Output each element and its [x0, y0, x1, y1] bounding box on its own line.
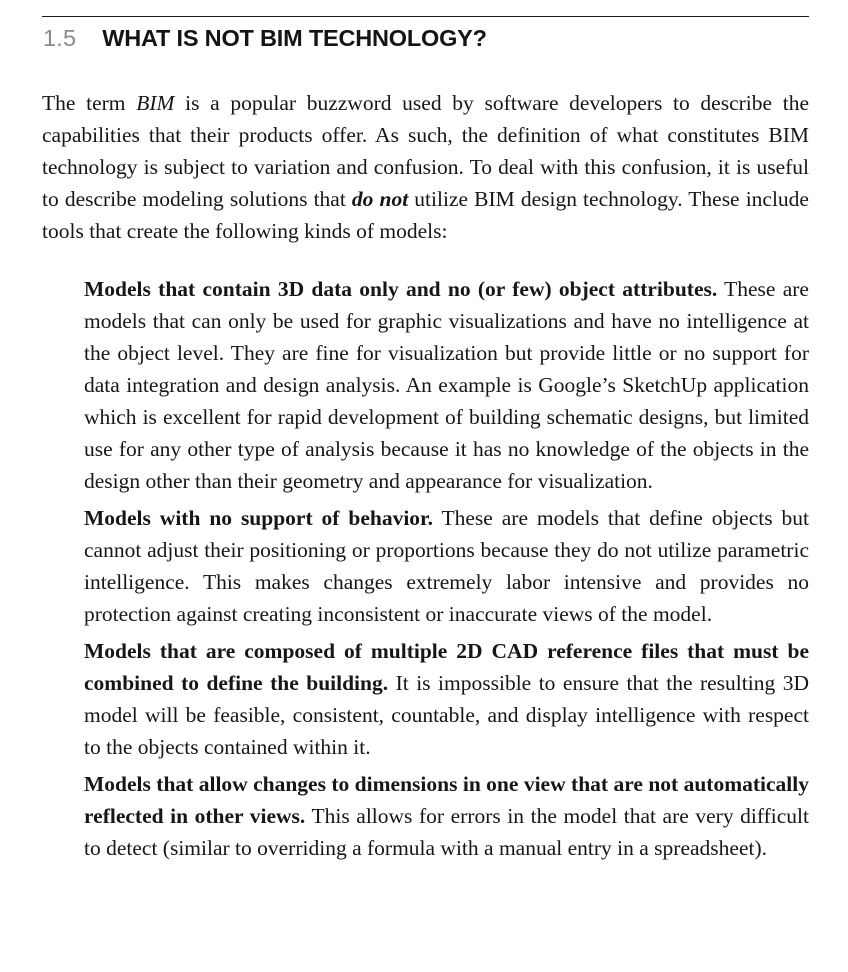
section-heading	[43, 21, 487, 55]
intro-text-3: utilize BIM design technology. These include tools that create the following kinds of models:	[42, 187, 809, 243]
item-lead: Models that allow changes to dimensions in one view that are not automatically reflected in other views.	[84, 772, 809, 828]
section-number: 1.5	[43, 25, 77, 51]
item-body: This allows for errors in the model that are very difficult to detect (similar to overriding a formula with a manual entry in a spreadsheet).	[84, 804, 809, 860]
item-lead: Models that are composed of multiple 2D CAD reference files that must be combined to define the building.	[84, 639, 809, 695]
item-body: It is impossible to ensure that the resulting 3D model will be feasible, consistent, countable, and display intelligence with respect to the objects contained within it.	[84, 671, 809, 759]
intro-paragraph	[42, 87, 809, 247]
section-title: WHAT IS NOT BIM TECHNOLOGY?	[102, 25, 487, 51]
item-body: These are models that can only be used for graphic visualizations and have no intelligence at the object level. They are fine for visualization but provide little or no support for data integration and design analysis. An example is Google’s SketchUp application which is excellent for rapid development of building schematic designs, but limited use for any other type of analysis because it has no knowledge of the objects in the design other than their geometry and appearance for visualization.	[84, 277, 809, 493]
model-types-list	[84, 273, 809, 869]
item-body: These are models that define objects but cannot adjust their positioning or proportions because they do not utilize parametric intelligence. This makes changes extremely labor intensive and provides no protection against creating inconsistent or inaccurate views of the model.	[84, 506, 809, 626]
list-item	[84, 502, 809, 630]
intro-text-2: is a popular buzzword used by software developers to describe the capabilities that their products offer. As such, the definition of what constitutes BIM technology is subject to variation and confusion. To deal with this confusion, it is useful to describe modeling solutions that	[42, 91, 809, 211]
item-lead: Models with no support of behavior.	[84, 506, 433, 530]
intro-term: BIM	[136, 91, 175, 115]
list-item	[84, 635, 809, 763]
top-rule	[42, 16, 809, 17]
list-item	[84, 768, 809, 864]
list-item	[84, 273, 809, 497]
intro-text-1: The term	[42, 91, 137, 115]
intro-emphasis: do not	[351, 187, 409, 211]
item-lead: Models that contain 3D data only and no (or few) object attributes.	[84, 277, 718, 301]
